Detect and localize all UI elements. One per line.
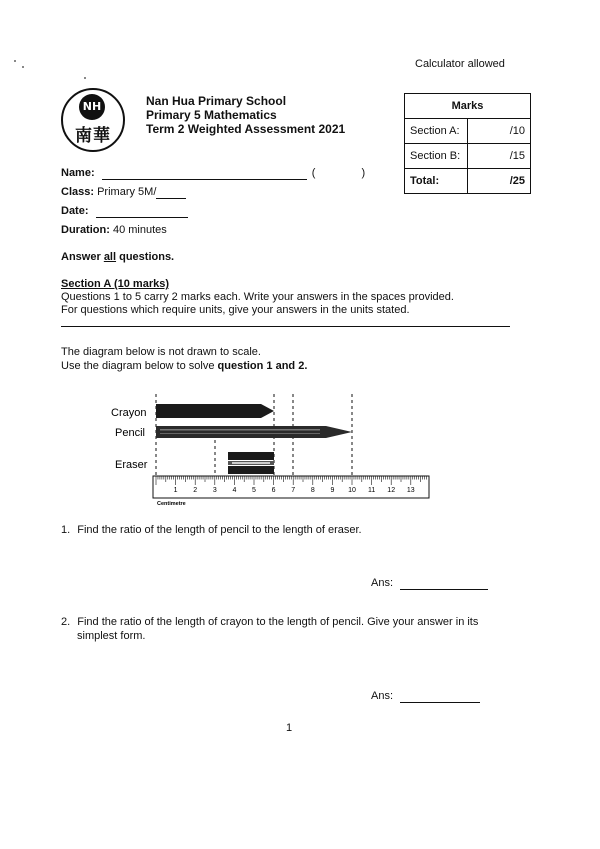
section-a-line2: For questions which require units, give your answers in the units stated.: [61, 304, 410, 316]
register-paren-open: (: [311, 167, 316, 179]
marks-table-header: [405, 94, 531, 119]
marks-row: [405, 169, 531, 194]
duration-value: 40 minutes: [112, 224, 167, 236]
ruler-unit-label: Centimetre: [157, 501, 186, 507]
pencil-shape: [156, 426, 352, 438]
ruler-diagram: [100, 386, 440, 508]
ruler-number: 5: [252, 487, 256, 494]
ruler-number: 12: [387, 487, 396, 494]
answer-prefix: Answer: [61, 251, 101, 263]
assessment-title: Term 2 Weighted Assessment 2021: [146, 122, 346, 136]
marks-row-value: /15: [468, 144, 531, 169]
subject-title: Primary 5 Mathematics: [146, 108, 277, 122]
ruler-number: 1: [173, 487, 178, 494]
name-field[interactable]: [102, 168, 307, 180]
question-2-answer: [371, 690, 480, 703]
ruler-number: 2: [193, 487, 198, 494]
pencil-label: Pencil: [115, 427, 145, 439]
duration-row: [61, 224, 167, 237]
marks-row-value: /25: [468, 169, 531, 194]
class-label: Class:: [61, 186, 95, 198]
marks-row: [405, 119, 531, 144]
ruler-number: 6: [271, 487, 276, 494]
register-paren-close: ): [361, 167, 366, 179]
marks-row-label: Total:: [405, 169, 468, 194]
eraser-label: Eraser: [115, 459, 148, 471]
class-field[interactable]: [156, 187, 186, 199]
marks-row-value: /10: [468, 119, 531, 144]
ruler-number: 4: [232, 487, 237, 494]
name-label: Name:: [61, 167, 95, 179]
ruler-number: 7: [291, 487, 296, 494]
question-1: [61, 524, 362, 537]
date-field[interactable]: [96, 206, 188, 218]
ruler-number: 9: [330, 487, 335, 494]
section-divider: [61, 326, 510, 327]
diagram-intro-line2: [61, 360, 307, 373]
page-number: 1: [286, 722, 293, 734]
ruler-number: 11: [367, 487, 376, 494]
ruler: [153, 476, 429, 507]
logo-initials: NH: [79, 94, 105, 120]
answer-instruction: [61, 251, 174, 264]
section-a-line1: Questions 1 to 5 carry 2 marks each. Write your answers in the spaces provided.: [61, 291, 454, 303]
marks-table: [404, 93, 531, 194]
marks-row-label: Section A:: [405, 119, 468, 144]
question-2: [61, 616, 478, 629]
date-row: [61, 205, 188, 218]
class-value: Primary 5M/: [97, 186, 157, 198]
answer-label: Ans:: [371, 690, 394, 702]
eraser-shape: [228, 452, 274, 474]
answer-suffix: questions.: [119, 251, 175, 263]
question-2-line2: simplest form.: [77, 630, 146, 642]
ruler-number: 3: [212, 487, 217, 494]
question-number: 2.: [61, 616, 71, 628]
crayon-shape: [156, 404, 274, 418]
duration-label: Duration:: [61, 224, 110, 236]
calculator-note: Calculator allowed: [415, 58, 505, 70]
question-number: 1.: [61, 524, 71, 536]
ruler-number: 13: [406, 487, 415, 494]
question-1-answer: [371, 577, 488, 590]
crayon-label: Crayon: [111, 407, 147, 419]
scan-speck: [84, 77, 86, 79]
diagram-intro-line1: The diagram below is not drawn to scale.: [61, 346, 261, 358]
answer-field[interactable]: [400, 578, 488, 590]
answer-label: Ans:: [371, 577, 394, 589]
marks-table-title: Marks: [405, 94, 531, 119]
answer-field[interactable]: [400, 691, 480, 703]
date-label: Date:: [61, 205, 89, 217]
logo-chinese-name: 南華: [75, 126, 111, 146]
marks-row: [405, 144, 531, 169]
question-text: Find the ratio of the length of crayon to the length of pencil. Give your answer in its: [77, 616, 479, 628]
ruler-number: 10: [348, 487, 356, 494]
scan-speck: [22, 66, 24, 68]
question-text: Find the ratio of the length of pencil to the length of eraser.: [77, 524, 362, 536]
school-name: Nan Hua Primary School: [146, 94, 287, 108]
answer-emph: all: [103, 251, 117, 263]
section-a-title: Section A (10 marks): [61, 278, 170, 290]
diagram-intro-bold: question 1 and 2.: [217, 360, 308, 372]
ruler-number: 8: [310, 487, 315, 494]
name-row: [61, 167, 365, 180]
class-row: [61, 186, 186, 199]
marks-row-label: Section B:: [405, 144, 468, 169]
school-logo: [61, 88, 125, 152]
scan-speck: [14, 60, 16, 62]
diagram-intro-prefix: Use the diagram below to solve: [61, 360, 215, 372]
